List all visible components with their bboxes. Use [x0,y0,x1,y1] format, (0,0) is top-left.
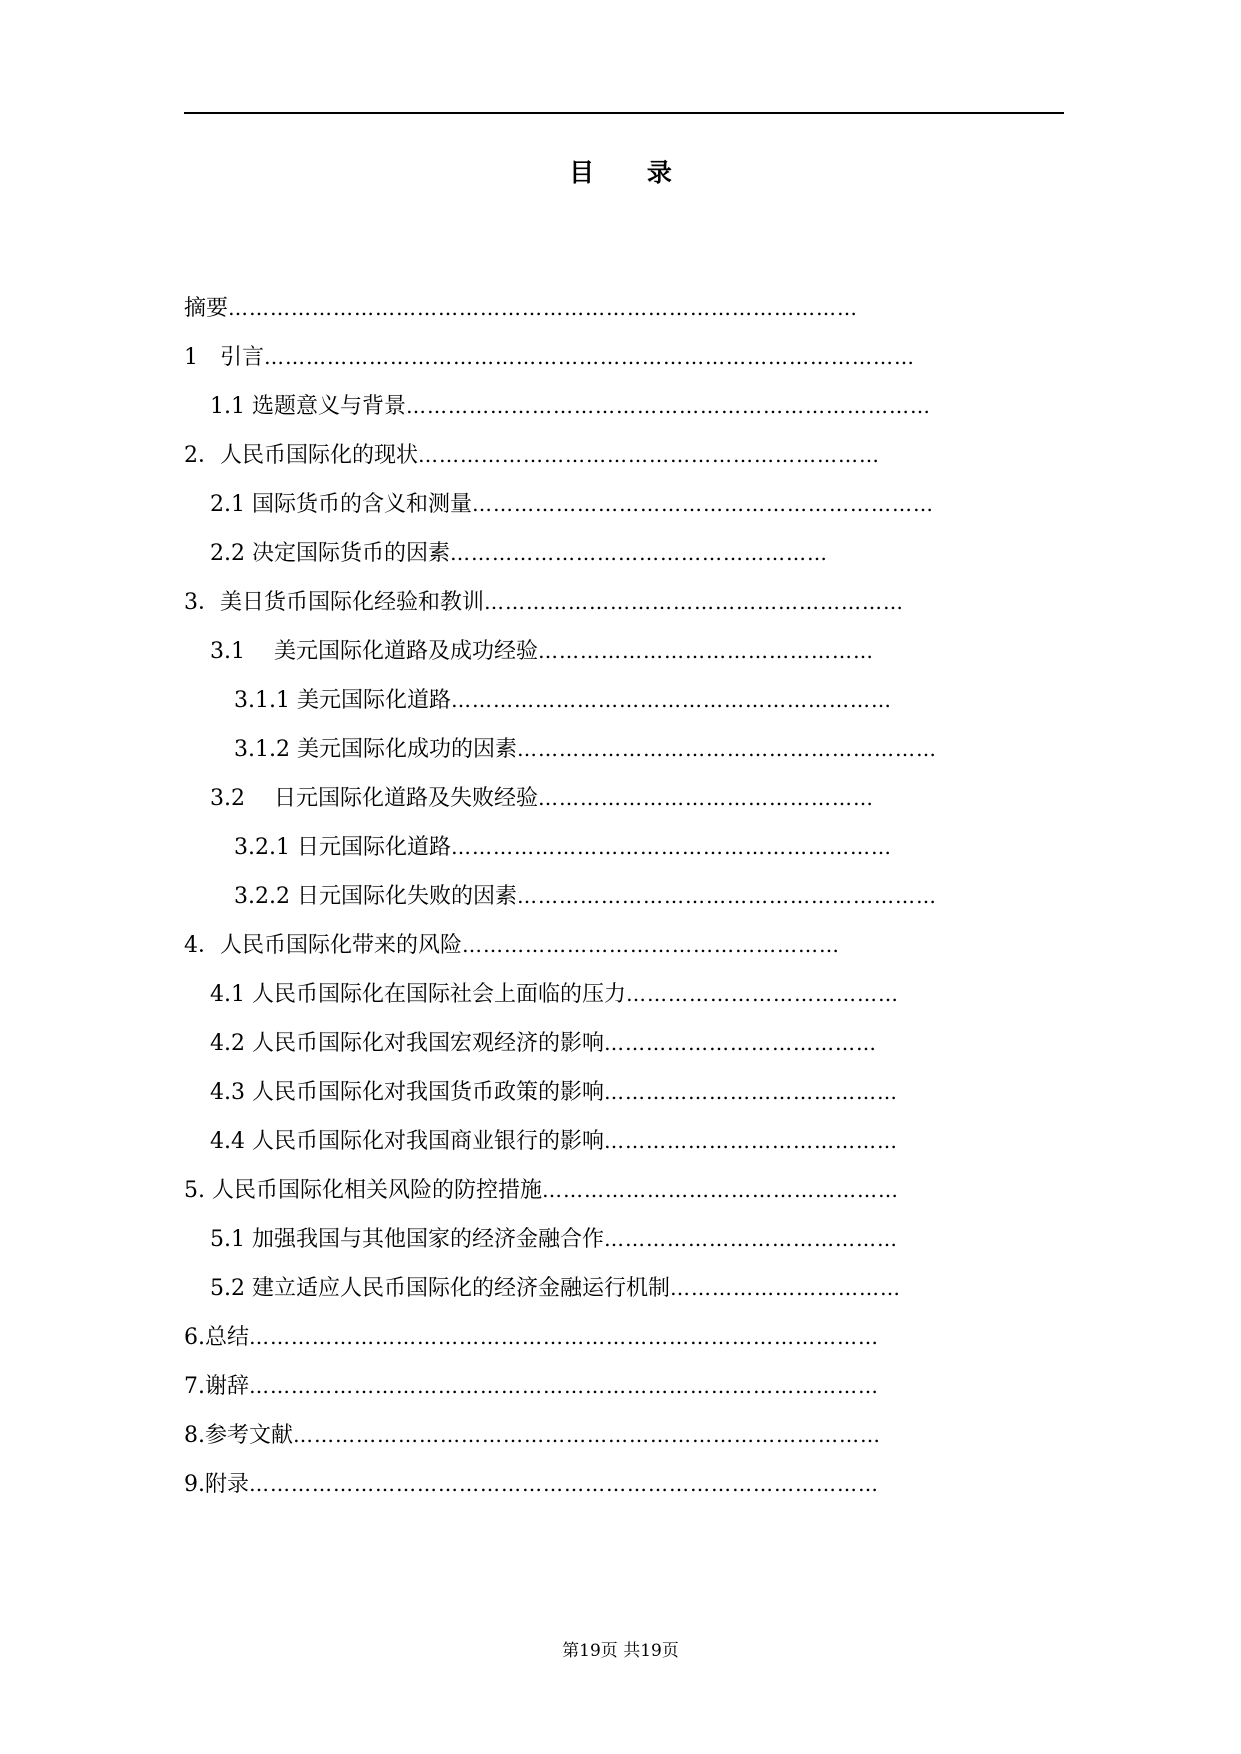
toc-entry-text: 5.2 建立适应人民币国际化的经济金融运行机制 [210,1276,670,1301]
toc-leader: ………………………………………… [537,786,874,810]
toc-leader: …………………………………… [603,1129,898,1153]
toc-leader: ………………………………………………………… [418,443,880,467]
toc-entry-text: 2．人民币国际化的现状 [184,443,418,468]
toc-entry-text: 3．美日货币国际化经验和教训 [184,590,484,615]
toc-entry[interactable] [184,1317,1064,1366]
toc-leader: ………………………………………………………………………………… [264,345,915,369]
toc-leader: ………………………………………………………………… [405,394,931,418]
toc-leader: …………………………………………………… [484,590,904,614]
toc-entry-text: 9.附录 [184,1472,249,1497]
toc-leader: …………………………………… [603,1227,898,1251]
toc-entry-text: 4.1 人民币国际化在国际社会上面临的压力 [210,982,626,1007]
toc-entry[interactable] [184,1170,1064,1219]
toc-leader: …………………………………… [603,1080,898,1104]
toc-leader: …………………………………………………… [516,884,937,908]
page-title: 目 录 [569,158,694,187]
toc-entry-text: 4.3 人民币国际化对我国货币政策的影响 [210,1080,604,1105]
toc-entry-text: 4.2 人民币国际化对我国宏观经济的影响 [210,1031,604,1056]
toc-entry[interactable] [184,1366,1064,1415]
toc-leader: ………………………………… [603,1031,877,1055]
toc-entry-text: 摘要 [184,296,229,321]
toc-entry-text: 3.2.2 日元国际化失败的因素 [234,884,517,909]
toc-entry[interactable] [184,1464,1064,1513]
toc-leader: ……………………………………………………… [450,688,892,712]
toc-leader: ……………………………………………………………………………… [249,1325,879,1349]
toc-entry-text: 5.1 加强我国与其他国家的经济金融合作 [210,1227,604,1252]
table-of-contents [184,288,1064,1513]
toc-entry[interactable] [184,1219,1064,1268]
toc-leader: ……………………………………………………… [450,835,892,859]
toc-leader: ……………………………………………… [449,541,828,565]
toc-leader: ……………………………………………… [462,933,840,957]
toc-leader: ……………………………………………………………………………… [249,1374,879,1398]
toc-entry-text: 3.1.1 美元国际化道路 [234,688,451,713]
toc-entry[interactable] [184,288,1064,337]
toc-leader: ………………………………………………………………………… [293,1423,881,1447]
toc-leader: …………………………………………… [542,1178,899,1202]
toc-entry[interactable] [184,827,1064,876]
toc-leader: ……………………………………………………………………………… [249,1472,879,1496]
toc-entry[interactable] [184,876,1064,925]
toc-entry-text: 3.1 美元国际化道路及成功经验 [210,639,538,664]
toc-entry[interactable] [184,1121,1064,1170]
toc-leader: ………………………………………… [537,639,874,663]
toc-leader: …………………………………………………… [516,737,937,761]
toc-entry-text: 4．人民币国际化带来的风险 [184,933,462,958]
toc-entry-text: 1.1 选题意义与背景 [210,394,406,419]
page-number-footer: 第19页 共19页 [562,1641,679,1661]
toc-entry[interactable] [184,925,1064,974]
toc-entry-text: 3.2 日元国际化道路及失败经验 [210,786,538,811]
toc-entry[interactable] [184,778,1064,827]
toc-entry-text: 2.2 决定国际货币的因素 [210,541,450,566]
toc-entry-text: 2.1 国际货币的含义和测量 [210,492,472,517]
toc-entry[interactable] [184,974,1064,1023]
toc-entry-text: 5. 人民币国际化相关风险的防控措施 [184,1178,542,1203]
toc-entry[interactable] [184,680,1064,729]
toc-entry[interactable] [184,337,1064,386]
toc-entry-text: 4.4 人民币国际化对我国商业银行的影响 [210,1129,604,1154]
toc-entry[interactable] [184,1023,1064,1072]
toc-entry[interactable] [184,435,1064,484]
toc-entry-text: 3.2.1 日元国际化道路 [234,835,451,860]
toc-entry[interactable] [184,1072,1064,1121]
toc-entry[interactable] [184,1268,1064,1317]
toc-entry[interactable] [184,386,1064,435]
toc-leader: ………………………………………………………… [471,492,934,516]
toc-entry-text: 6.总结 [184,1325,249,1350]
toc-entry[interactable] [184,582,1064,631]
toc-entry[interactable] [184,729,1064,778]
toc-entry-text: 7.谢辞 [184,1374,249,1399]
toc-leader: …………………………… [669,1276,901,1300]
toc-entry-text: 8.参考文献 [184,1423,293,1448]
toc-entry-text: 1 引言 [184,345,264,370]
toc-entry[interactable] [184,1415,1064,1464]
toc-entry-text: 3.1.2 美元国际化成功的因素 [234,737,517,762]
header-rule [184,112,1064,114]
toc-leader: ……………………………………………………………………………… [228,296,859,320]
toc-entry[interactable] [184,533,1064,582]
toc-leader: ………………………………… [625,982,899,1006]
toc-entry[interactable] [184,484,1064,533]
toc-entry[interactable] [184,631,1064,680]
